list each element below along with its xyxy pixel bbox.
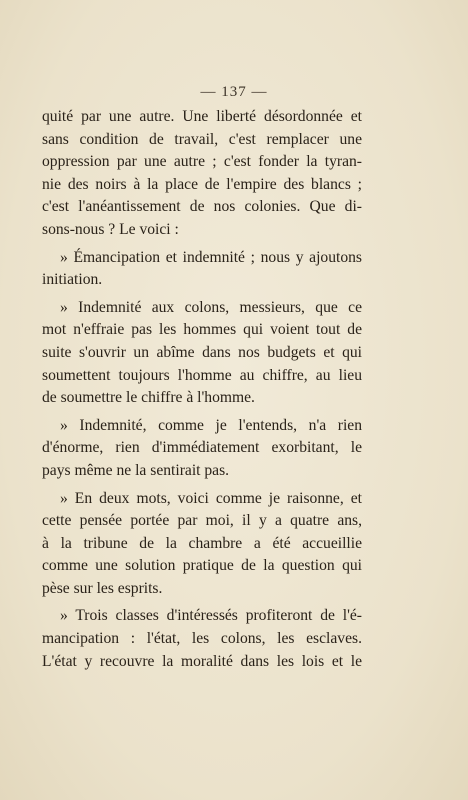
text-line: d'énorme, rien d'immédiatement exorbitant, le <box>42 439 362 457</box>
paragraph <box>42 605 362 673</box>
text-line: » En deux mots, voici comme je raisonne, et <box>60 489 362 507</box>
text-line: » Indemnité, comme je l'entends, n'a rien <box>60 416 362 434</box>
text-line: initiation. <box>42 271 103 289</box>
text-line: L'état y recouvre la moralité dans les lois et le <box>42 652 362 670</box>
paragraph <box>42 247 362 292</box>
text-line: nie des noirs à la place de l'empire des blancs ; <box>42 175 362 193</box>
body-text <box>42 106 362 678</box>
text-line: » Indemnité aux colons, messieurs, que ce <box>60 298 362 316</box>
text-line: sons-nous ? Le voici : <box>42 220 179 238</box>
text-line: de soumettre le chiffre à l'homme. <box>42 389 255 407</box>
text-line: c'est l'anéantissement de nos colonies. Que di- <box>42 198 362 216</box>
text-line: soumettent toujours l'homme au chiffre, au lieu <box>42 366 362 384</box>
text-line: oppression par une autre ; c'est fonder la tyran- <box>42 153 362 171</box>
text-line: sans condition de travail, c'est remplacer une <box>42 130 362 148</box>
text-line: pays même ne la sentirait pas. <box>42 461 230 479</box>
text-line: pèse sur les esprits. <box>42 579 163 597</box>
text-line: comme une solution pratique de la question qui <box>42 557 362 575</box>
text-line: mancipation : l'état, les colons, les esclaves. <box>42 630 362 648</box>
text-line: à la tribune de la chambre a été accueillie <box>42 534 362 552</box>
text-line: mot n'effraie pas les hommes qui voient tout de <box>42 321 362 339</box>
paragraph <box>42 297 362 410</box>
paragraph <box>42 106 362 242</box>
page-number: — 137 — <box>200 84 268 100</box>
text-line: cette pensée portée par moi, il y a quatre ans, <box>42 512 362 530</box>
text-line: quité par une autre. Une liberté désordonnée et <box>42 108 362 125</box>
text-line: » Trois classes d'intéressés profiteront de l'é- <box>60 607 362 625</box>
text-line: suite s'ouvrir un abîme dans nos budgets et qui <box>42 343 362 361</box>
text-line: » Émancipation et indemnité ; nous y ajoutons <box>60 248 362 266</box>
paragraph <box>42 488 362 601</box>
paragraph <box>42 415 362 483</box>
